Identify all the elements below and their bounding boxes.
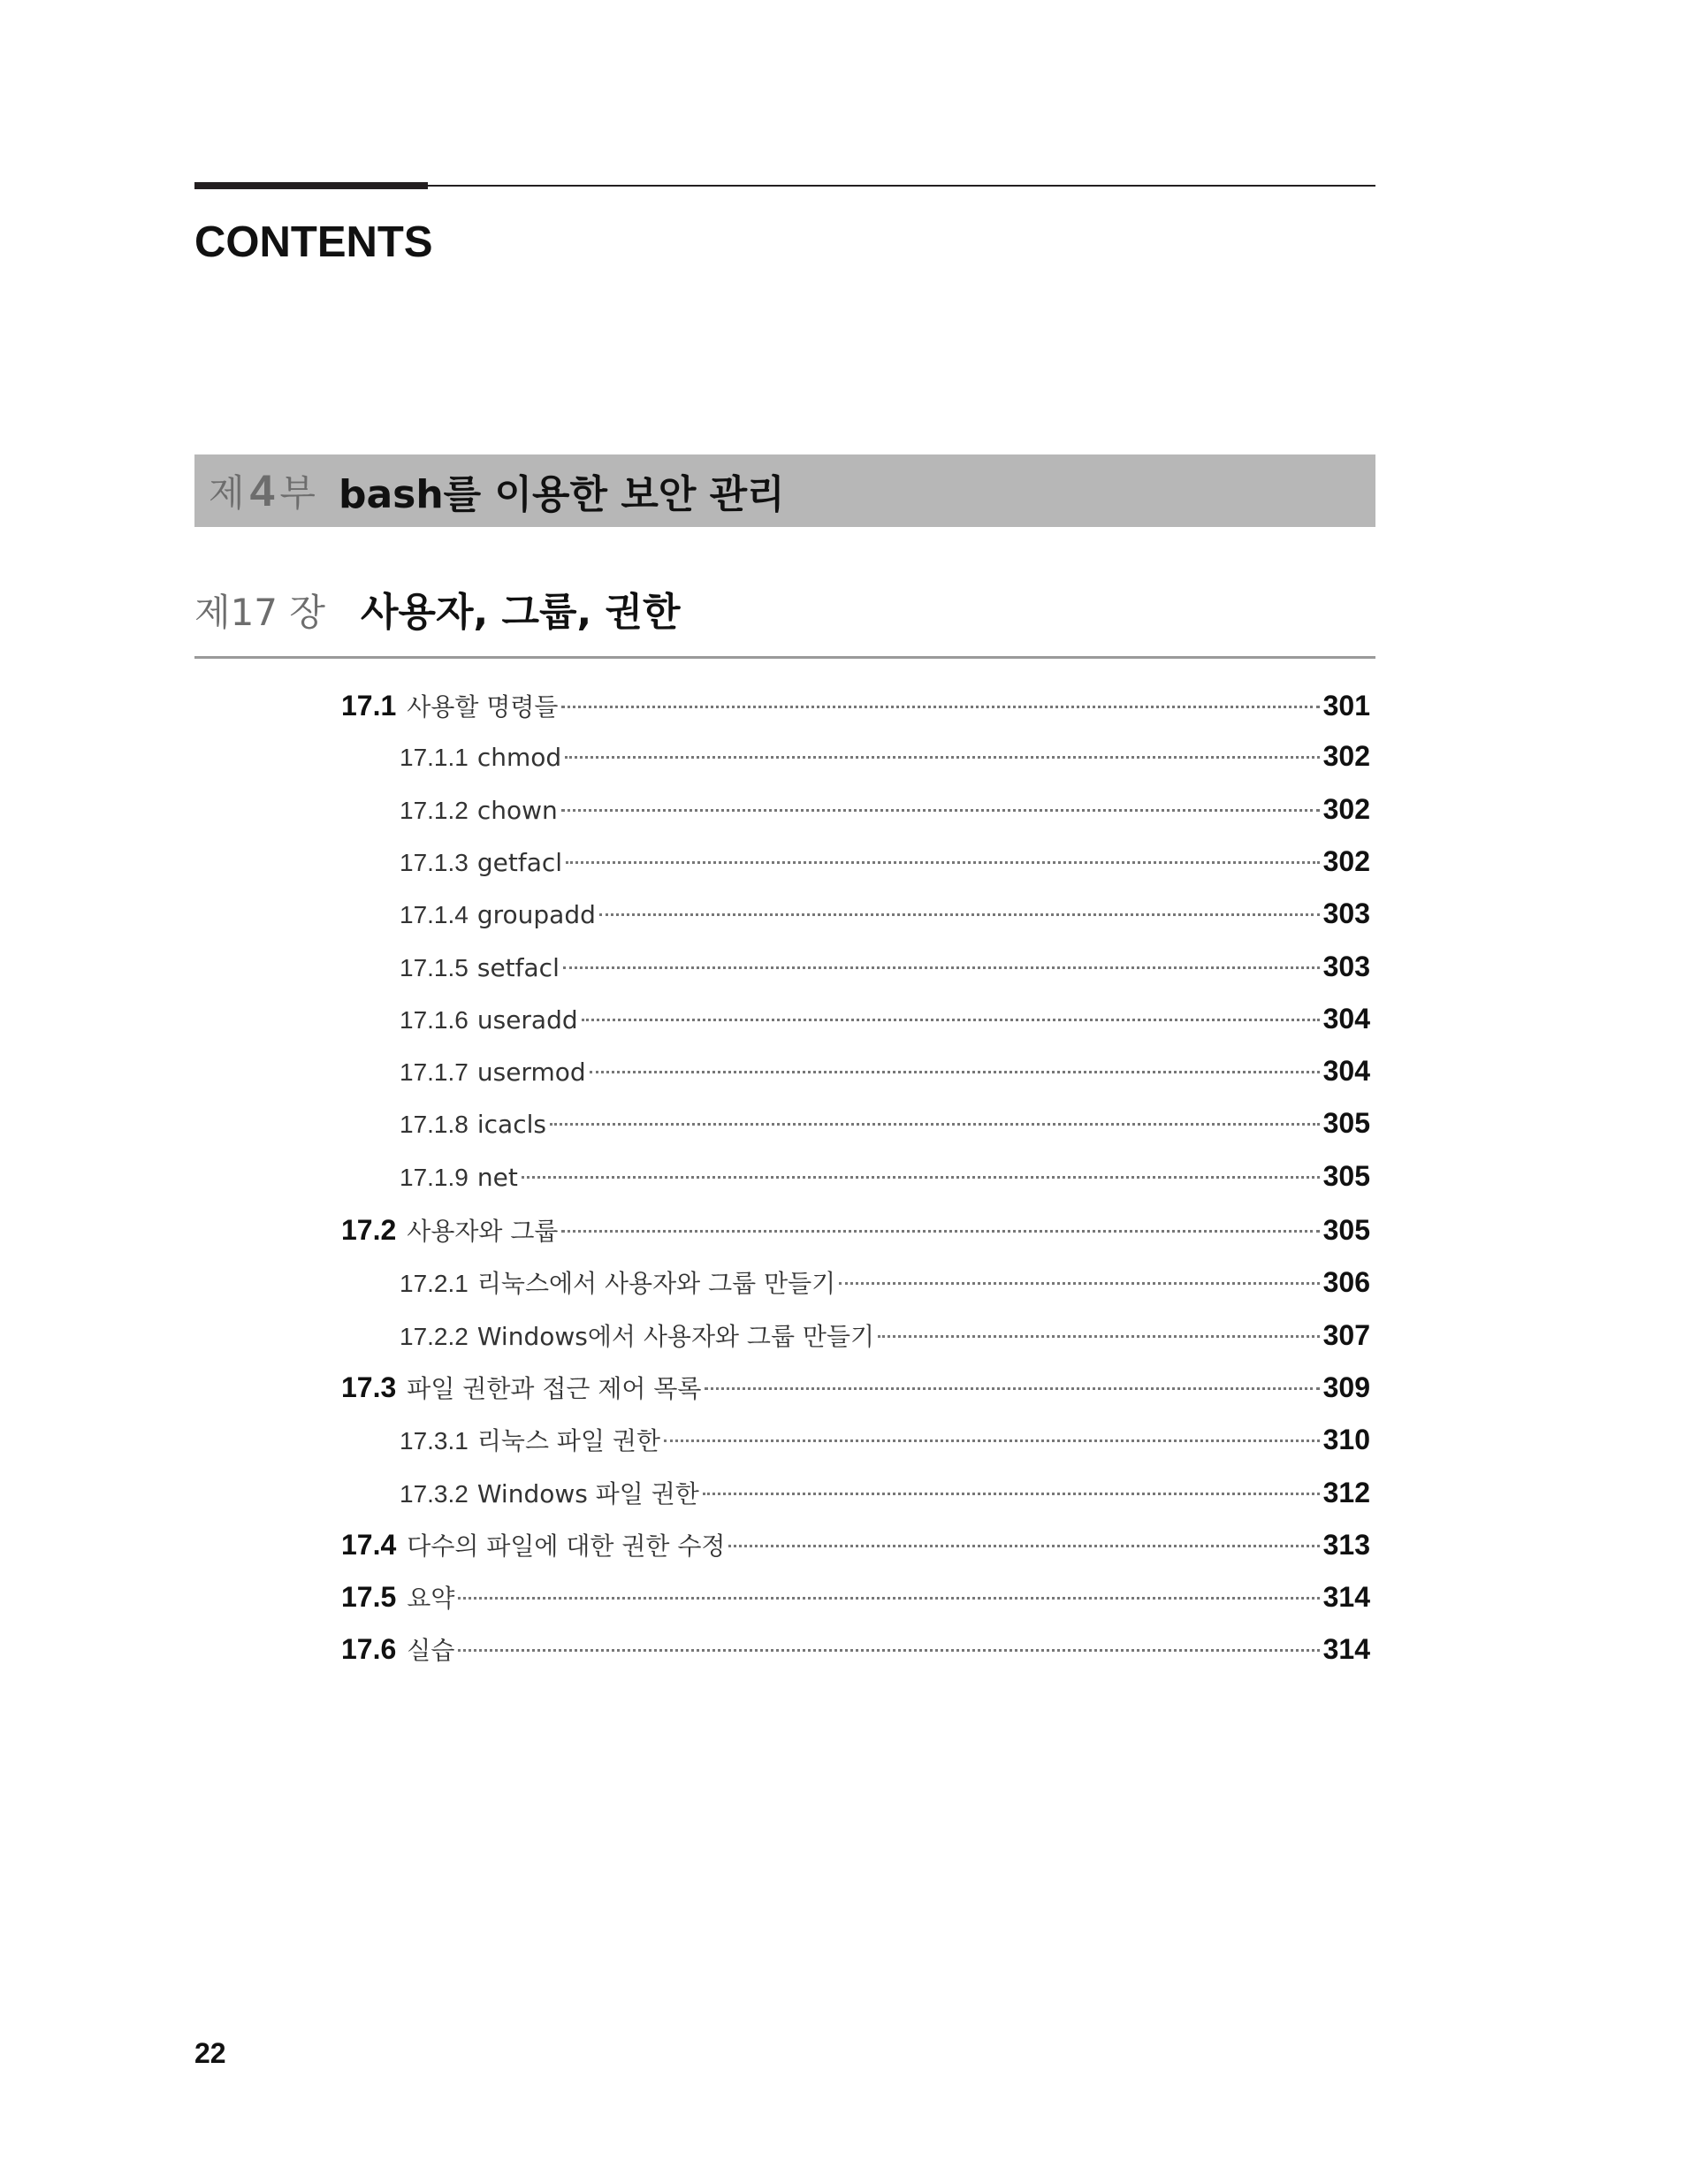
toc-subsection-entry[interactable] [400,845,1370,890]
toc-subsection-entry[interactable] [400,740,1370,784]
entry-number: 17.1 [341,690,397,722]
entry-page: 312 [1322,1476,1370,1508]
dot-leader [878,1335,1320,1338]
page-number: 22 [194,2037,226,2069]
part-label [209,464,316,517]
entry-page: 304 [1322,1002,1370,1035]
entry-number: 17.1.8 [400,1111,469,1139]
dot-leader [703,1493,1320,1495]
toc-subsection-entry[interactable] [400,1160,1370,1204]
entry-number: 17.1.7 [400,1058,469,1087]
entry-number: 17.1.1 [400,744,469,772]
entry-number: 17.3.2 [400,1479,469,1508]
toc-section-entry[interactable] [341,1370,1370,1414]
entry-title: 사용할 명령들 [407,692,559,722]
toc-section-entry[interactable] [341,688,1370,732]
entry-title: setfacl [476,952,560,982]
entry-title: getfacl [476,847,563,877]
entry-title: usermod [476,1058,586,1088]
dot-leader [582,1019,1320,1021]
entry-number: 17.2.2 [400,1322,469,1350]
entry-page: 302 [1322,740,1370,773]
part-title: bash를 이용한 보안 관리 [338,472,785,517]
part-prefix: 제 [209,471,245,515]
toc-subsection-entry[interactable] [400,1475,1370,1519]
entry-page: 302 [1322,792,1370,825]
entry-page: 314 [1322,1633,1370,1666]
toc-subsection-entry[interactable] [400,897,1370,942]
toc-section-entry[interactable] [341,1579,1370,1623]
toc-subsection-entry[interactable] [400,951,1370,995]
toc-section-entry[interactable] [341,1212,1370,1256]
entry-title: Windows 파일 권한 [476,1478,699,1508]
dot-leader [563,966,1320,969]
dot-leader [458,1597,1319,1600]
toc-subsection-entry[interactable] [400,1317,1370,1362]
entry-title: chmod [476,743,562,773]
entry-number: 17.3 [341,1371,397,1403]
entry-title: 파일 권한과 접근 제어 목록 [407,1373,702,1403]
entry-number: 17.1.3 [400,848,469,876]
part-number: 4 [249,466,275,515]
entry-number: 17.1.5 [400,953,469,981]
entry-title: 다수의 파일에 대한 권한 수정 [407,1531,726,1561]
toc-section-entry[interactable] [341,1527,1370,1571]
dot-leader [839,1282,1319,1285]
dot-leader [664,1439,1320,1442]
entry-page: 314 [1322,1581,1370,1614]
chapter-heading [194,580,681,637]
dot-leader [565,756,1319,759]
entry-title: Windows에서 사용자와 그룹 만들기 [476,1321,875,1351]
dot-leader [561,1230,1319,1233]
entry-title: 리눅스 파일 권한 [476,1426,660,1456]
dot-leader [458,1649,1319,1652]
chapter-title: 사용자, 그룹, 권한 [360,590,681,635]
entry-page: 301 [1322,690,1370,722]
entry-title: net [476,1162,518,1192]
entry-number: 17.3.1 [400,1427,469,1455]
entry-title: 요약 [407,1584,455,1614]
entry-page: 304 [1322,1055,1370,1088]
entry-number: 17.4 [341,1528,397,1561]
dot-leader [561,706,1319,708]
entry-page: 307 [1322,1318,1370,1351]
header-rule-accent [194,182,428,189]
entry-title: useradd [476,1004,578,1035]
dot-leader [561,809,1320,812]
entry-title: 사용자와 그룹 [407,1217,559,1246]
dot-leader [550,1123,1320,1126]
toc-subsection-entry[interactable] [400,1107,1370,1151]
entry-number: 17.1.4 [400,901,469,929]
dot-leader [728,1545,1319,1547]
toc-subsection-entry[interactable] [400,1264,1370,1309]
dot-leader [590,1071,1320,1073]
entry-page: 305 [1322,1214,1370,1246]
entry-page: 309 [1322,1371,1370,1403]
contents-heading: CONTENTS [194,218,433,266]
part-suffix: 부 [279,471,316,515]
toc-subsection-entry[interactable] [400,1422,1370,1466]
dot-leader [599,913,1320,916]
entry-title: 실습 [407,1636,455,1666]
entry-title: chown [476,795,558,825]
dot-leader [522,1176,1320,1179]
toc-section-entry[interactable] [341,1631,1370,1676]
entry-number: 17.1.2 [400,796,469,824]
toc-subsection-entry[interactable] [400,793,1370,837]
entry-page: 313 [1322,1528,1370,1561]
entry-number: 17.2.1 [400,1270,469,1298]
entry-page: 303 [1322,897,1370,930]
entry-page: 310 [1322,1424,1370,1456]
entry-number: 17.1.9 [400,1163,469,1191]
entry-page: 306 [1322,1266,1370,1299]
entry-number: 17.1.6 [400,1005,469,1034]
entry-page: 302 [1322,844,1370,877]
entry-page: 305 [1322,1107,1370,1140]
toc-subsection-entry[interactable] [400,1003,1370,1047]
entry-number: 17.5 [341,1581,397,1614]
toc-subsection-entry[interactable] [400,1055,1370,1099]
chapter-rule [194,656,1375,659]
entry-title: icacls [476,1110,546,1140]
chapter-label: 제17 장 [194,591,325,634]
dot-leader [566,861,1320,864]
dot-leader [705,1387,1319,1390]
entry-title: groupadd [476,900,596,930]
entry-page: 303 [1322,950,1370,982]
entry-page: 305 [1322,1159,1370,1192]
entry-title: 리눅스에서 사용자와 그룹 만들기 [476,1269,836,1299]
entry-number: 17.2 [341,1214,397,1246]
part-banner [194,454,1375,527]
entry-number: 17.6 [341,1633,397,1666]
